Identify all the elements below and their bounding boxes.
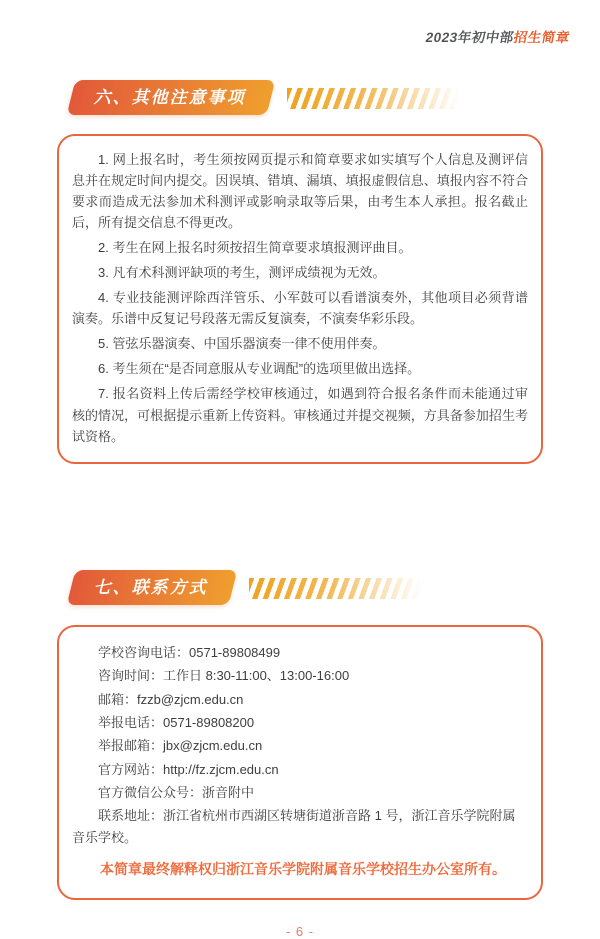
section-contact-title-badge: 七、联系方式 [67, 570, 238, 605]
notes-card [57, 134, 543, 464]
section-contact-header [71, 570, 543, 606]
contact-line-phone: 学校咨询电话：0571-89808499 [98, 645, 281, 661]
note-paragraph-2: 2. 考生在网上报名时须按招生简章要求填报测评曲目。 [98, 240, 412, 256]
running-header-highlight: 招生简章 [512, 30, 572, 45]
note-paragraph-4: 4. 专业技能测评除西洋管乐、小军鼓可以看谱演奏外，其他项目必须背谱演奏。乐谱中反复记号段落无需反复演奏，不演奏华彩乐段。 [72, 290, 528, 327]
diagonal-stripes-decoration [287, 88, 465, 109]
running-header-prefix: 2023年初中部 [424, 30, 516, 45]
diagonal-stripes-decoration [249, 578, 427, 599]
contact-line-report-email: 举报邮箱：jbx@zjcm.edu.cn [98, 738, 263, 754]
contact-line-email: 邮箱：fzzb@zjcm.edu.cn [98, 691, 244, 707]
interpretation-rights-note: 本简章最终解释权归浙江音乐学院附属音乐学校招生办公室所有。 [100, 861, 506, 878]
contact-card [57, 625, 543, 900]
section-spacer [57, 464, 543, 570]
section-notes-title-badge: 六、其他注意事项 [67, 80, 276, 115]
note-paragraph-3: 3. 凡有术科测评缺项的考生，测评成绩视为无效。 [98, 265, 386, 281]
running-header-text [424, 26, 572, 46]
contact-line-website: 官方网站：http://fz.zjcm.edu.cn [98, 761, 279, 777]
note-paragraph-1: 1. 网上报名时，考生须按网页提示和简章要求如实填写个人信息及测评信息并在规定时间内提交。因误填、错填、漏填、填报虚假信息、填报内容不符合要求而造成无法参加术科测评或影响录取等后果，由考生本人承担。报名截止后，所有提交信息不得更改。 [72, 152, 528, 231]
note-paragraph-5: 5. 管弦乐器演奏、中国乐器演奏一律不使用伴奏。 [98, 336, 386, 352]
contact-line-report-phone: 举报电话：0571-89808200 [98, 715, 255, 731]
contact-line-wechat: 官方微信公众号：浙音附中 [98, 785, 255, 801]
running-header [57, 26, 570, 46]
contact-line-address: 联系地址：浙江省杭州市西湖区转塘街道浙音路 1 号，浙江音乐学院附属音乐学校。 [72, 808, 516, 846]
contact-line-hours: 咨询时间：工作日 8:30-11:00、13:00-16:00 [98, 668, 350, 684]
page-number: - 6 - [285, 923, 315, 939]
note-paragraph-6: 6. 考生须在“是否同意服从专业调配”的选项里做出选择。 [98, 361, 421, 377]
section-notes-header [71, 79, 543, 115]
note-paragraph-7: 7. 报名资料上传后需经学校审核通过，如遇到符合报名条件而未能通过审核的情况，可根据提示重新上传资料。审核通过并提交视频，方具备参加招生考试资格。 [72, 386, 528, 444]
